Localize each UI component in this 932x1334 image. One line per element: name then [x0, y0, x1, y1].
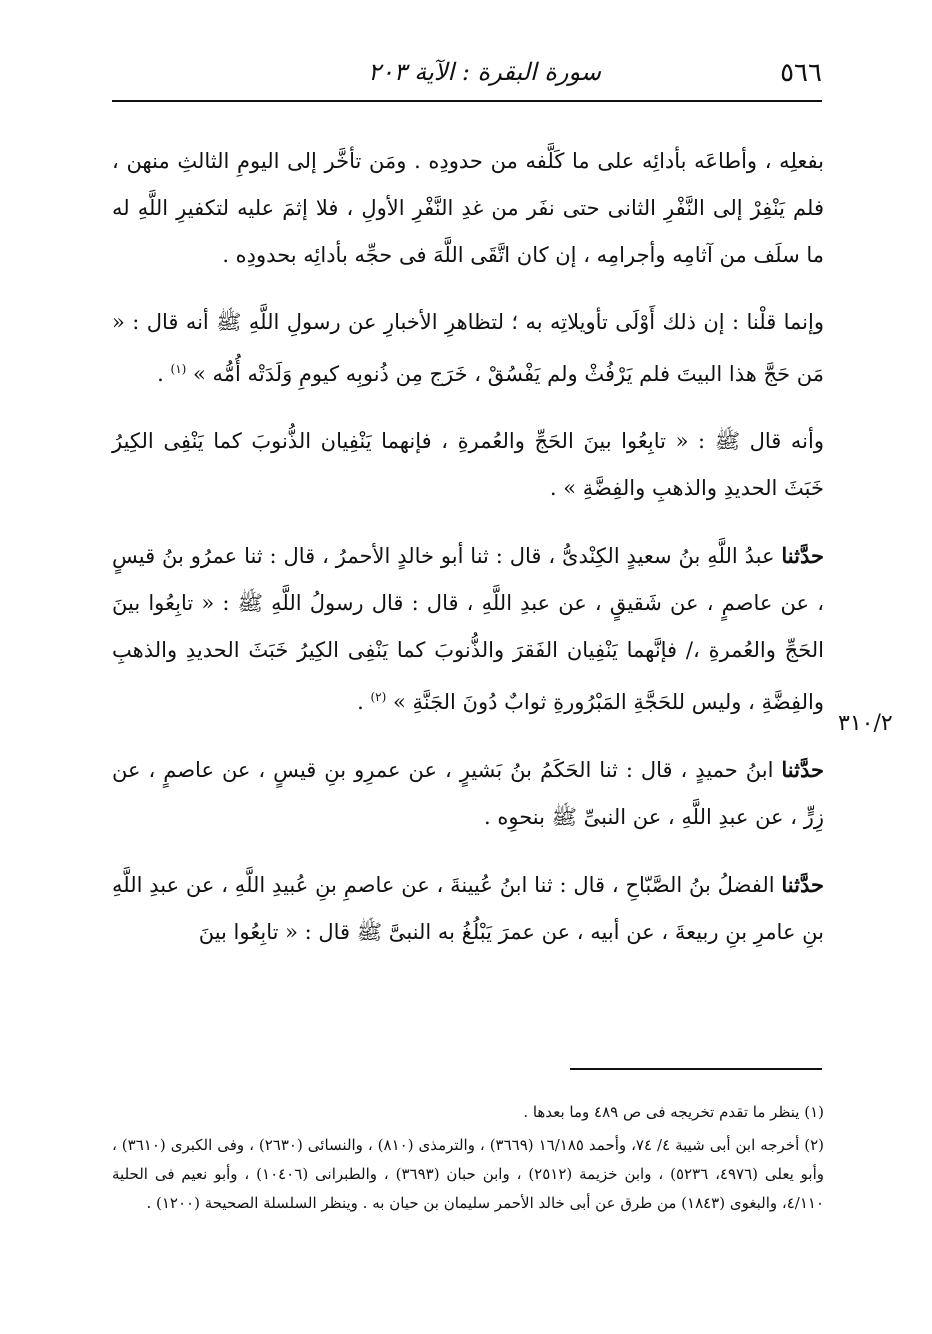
footnote-divider — [570, 1068, 822, 1070]
page-header — [112, 58, 822, 98]
footnote: (١) ينظر ما تقدم تخريجه فى ص ٤٨٩ وما بعدها . — [523, 1103, 824, 1121]
paragraph — [112, 138, 824, 279]
paragraph: حدَّثنا عبدُ اللَّهِ بنُ سعيدٍ الكِنْدىُّ ، قال : ثنا أبو خالدٍ الأحمرُ ، قال : ثنا عمرُو بنُ قيسٍ ، عن عاصمٍ ، عن شَقيقٍ ، عن عبدِ اللَّهِ ، قال : قال رسولُ اللَّهِ ﷺ : « تابِعُوا بينَ الحَجِّ والعُمرةِ ،/ فإنَّهما يَنْفِيان الفَقرَ والذُّنوبَ كما يَنْفِى الكِيرُ خَبَثَ الحديدِ والذهبِ والفِضَّةِ ، وليس للحَجَّةِ المَبْرُورةِ ثوابٌ دُونَ الجَنَّةِ » $^{(٢)}$ . — [112, 543, 824, 714]
paragraph-text: وإنما قلْنا : إن ذلك أَوْلَى تأويلاتِه به ؛ لتظاهرِ الأخبارِ عن رسولِ اللَّهِ ﷺ أنه قال : « مَن حَجَّ هذا البيتَ فلم يَرْفُثْ ولم يَفْسُقْ ، خَرَج مِن ذُنوبِه كيومِ وَلَدَتْه أُمُّه » — [112, 310, 824, 386]
footnote-marker: (٢) — [370, 690, 387, 704]
footnote: (٢) أخرجه ابن أبى شيبة ٤/ ٧٤، وأحمد ١٦/١٨٥ (٣٦٦٩) ، والترمذى (٨١٠) ، والنسائى (٢٦٣٠) ، وفى الكبرى (٣٦١٠) ، وأبو يعلى (٤٩٧٦، ٥٢٣٦) ، وابن خزيمة (٢٥١٢) ، وابن حبان (٣٦٩٣) ، والطبرانى (١٠٤٠٦) ، وأبو نعيم فى الحلية ٤/١١٠، والبغوى (١٨٤٣) من طرق عن أبى خالد الأحمر سليمان بن حيان به . وينظر السلسلة الصحيحة (١٢٠٠) . — [112, 1136, 824, 1212]
margin-reference: ٣١٠/٢ — [838, 711, 893, 736]
paragraph-text: عبدُ اللَّهِ بنُ سعيدٍ الكِنْدىُّ ، قال : ثنا أبو خالدٍ الأحمرُ ، قال : ثنا عمرُو بنُ قيسٍ ، عن عاصمٍ ، عن شَقيقٍ ، عن عبدِ اللَّهِ ، قال : قال رسولُ اللَّهِ ﷺ : « تابِعُوا بينَ الحَجِّ والعُمرةِ ،/ فإنَّهما يَنْفِيان الفَقرَ والذُّنوبَ كما يَنْفِى الكِيرُ خَبَثَ الحديدِ والذهبِ والفِضَّةِ ، وليس للحَجَّةِ المَبْرُورةِ ثوابٌ دُونَ الجَنَّةِ » — [112, 544, 824, 714]
footnotes — [112, 1098, 824, 1222]
paragraph-text: وأنه قال ﷺ : « تابِعُوا بينَ الحَجِّ والعُمرةِ ، فإنهما يَنْفِيان الذُّنوبَ كما يَنْفِى الكِيرُ خَبَثَ الحديدِ والذهبِ والفِضَّةِ » . — [112, 429, 824, 500]
page-number: ٥٦٦ — [780, 58, 822, 88]
header-divider — [112, 100, 822, 102]
running-title: سورة البقرة : الآية ٢٠٣ — [368, 58, 602, 86]
paragraph — [112, 746, 824, 841]
paragraph-lead: حدَّثنا — [781, 757, 824, 782]
paragraph — [112, 418, 824, 512]
paragraph-lead: حدَّثنا — [781, 872, 824, 897]
paragraph-text: الفضلُ بنُ الصَّبّاحِ ، قال : ثنا ابنُ عُيينةَ ، عن عاصمِ بنِ عُبيدِ اللَّهِ ، عن عبدِ اللَّهِ بنِ عامرِ بنِ ربيعةَ ، عن أبيه ، عن عمرَ يَبْلُغُ به النبىَّ ﷺ قال : « تابِعُوا بينَ — [112, 873, 824, 944]
paragraph — [112, 861, 824, 956]
main-text — [112, 138, 824, 976]
paragraph-text: ابنُ حميدٍ ، قال : ثنا الحَكَمُ بنُ بَشيرٍ ، عن عمرِو بنِ قيسٍ ، عن عاصمٍ ، عن زِرٍّ ، عن عبدِ اللَّهِ ، عن النبىِّ ﷺ بنحوِه . — [112, 758, 824, 829]
footnote-marker: (١) — [170, 362, 187, 376]
paragraph-text: بفعلِه ، وأطاعَه بأدائِه على ما كَلَّفه من حدودِه . ومَن تأخَّر إلى اليومِ الثالثِ منهن ، فلم يَنْفِرْ إلى النَّفْرِ الثانى حتى نفَر من غدِ النَّفْرِ الأولِ ، فلا إثمَ عليه لتكفيرِ اللَّهِ له ما سلَف من آثامِه وأجرامِه ، إن كان اتَّقَى اللَّهَ فى حجِّه بأدائِه بحدودِه . — [112, 149, 824, 267]
paragraph: وإنما قلْنا : إن ذلك أَوْلَى تأويلاتِه به ؛ لتظاهرِ الأخبارِ عن رسولِ اللَّهِ ﷺ أنه قال : « مَن حَجَّ هذا البيتَ فلم يَرْفُثْ ولم يَفْسُقْ ، خَرَج مِن ذُنوبِه كيومِ وَلَدَتْه أُمُّه » $^{(١)}$ . — [112, 310, 824, 386]
paragraph-lead: حدَّثنا — [781, 543, 824, 568]
